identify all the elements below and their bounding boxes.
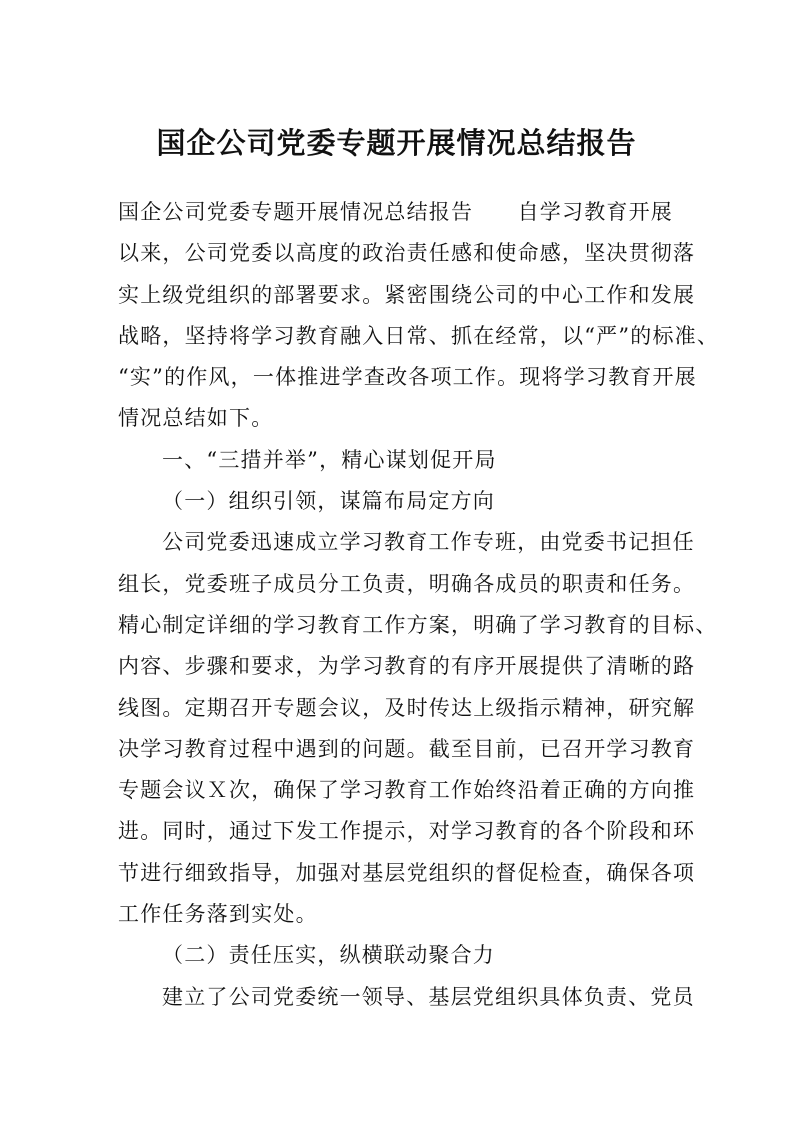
paragraph-line: 内容、步骤和要求，为学习教育的有序开展提供了清晰的路 [118,654,696,679]
paragraph-line: 节进行细致指导，加强对基层党组织的督促检查，确保各项 [118,860,696,885]
paragraph-line: 战略，坚持将学习教育融入日常、抓在经常，以“严”的标准、 [118,323,720,348]
paragraph-line: 国企公司党委专题开展情况总结报告 自学习教育开展 [118,200,673,224]
paragraph-line: 专题会议Ｘ次，确保了学习教育工作始终沿着正确的方向推 [118,778,696,803]
section-heading: 一、“三措并举”，精心谋划促开局 [162,447,497,472]
paragraph-line: 工作任务落到实处。 [118,902,318,927]
subsection-heading: （一）组织引领，谋篇布局定方向 [162,489,495,514]
paragraph-line: 决学习教育过程中遇到的问题。截至目前，已召开学习教育 [118,736,696,761]
paragraph-line: 建立了公司党委统一领导、基层党组织具体负责、党员 [162,984,695,1009]
paragraph-line: “实”的作风，一体推进学查改各项工作。现将学习教育开展 [118,365,697,390]
paragraph-line: 进。同时，通过下发工作提示，对学习教育的各个阶段和环 [118,819,696,844]
paragraph-line: 情况总结如下。 [118,406,274,431]
paragraph-line: 公司党委迅速成立学习教育工作专班，由党委书记担任 [162,530,695,555]
paragraph-line: 线图。定期召开专题会议，及时传达上级指示精神，研究解 [118,695,696,720]
paragraph-line: 实上级党组织的部署要求。紧密围绕公司的中心工作和发展 [118,282,696,307]
paragraph-line: 组长，党委班子成员分工负责，明确各成员的职责和任务。 [118,571,696,596]
paragraph-line: 以来，公司党委以高度的政治责任感和使命感，坚决贯彻落 [118,241,696,266]
subsection-heading: （二）责任压实，纵横联动聚合力 [162,943,495,968]
document-body [118,193,720,1019]
paragraph-line: 精心制定详细的学习教育工作方案，明确了学习教育的目标、 [118,612,718,637]
document-title: 国企公司党委专题开展情况总结报告 [156,126,637,160]
